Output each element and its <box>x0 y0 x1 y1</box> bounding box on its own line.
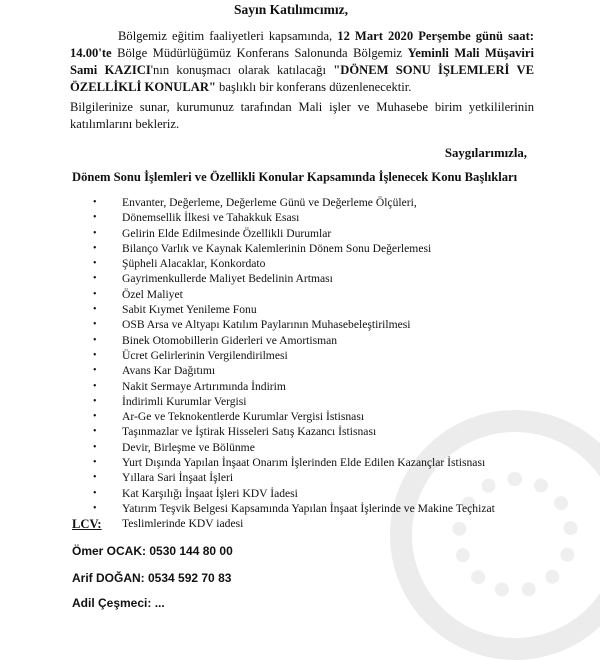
list-item: • Özel Maliyet <box>93 287 513 302</box>
list-item: • Kat Karşılığı İnşaat İşleri KDV İadesi <box>93 486 513 501</box>
contact-line: Adil Çeşmeci: ... <box>72 596 165 610</box>
list-item: • Bilanço Varlık ve Kaynak Kalemlerinin Dönem Sonu Değerlemesi <box>93 241 513 256</box>
p1-date-time: 12 Mart 2020 Perşembe günü saat: 14.00'te <box>70 29 534 60</box>
p1-text-2: Bölge Müdürlüğümüz Konferans Salonunda Bölgemiz <box>111 46 408 60</box>
salutation: Sayın Katılımcımız, <box>234 2 348 17</box>
list-item: • Nakit Sermaye Artırımında İndirim <box>93 379 513 394</box>
list-item: • Binek Otomobillerin Giderleri ve Amortisman <box>93 333 513 348</box>
list-item: • Devir, Birleşme ve Bölünme <box>93 440 513 455</box>
p1-speaker: Yeminli Mali Müşaviri Sami KAZICI <box>70 46 535 77</box>
topics-title: Dönem Sonu İşlemleri ve Özellikli Konular Kapsamında İşlenecek Konu Başlıkları <box>72 170 518 184</box>
invitation-paragraph <box>70 28 534 96</box>
p1-text-3: 'nın konuşmacı olarak katılacağı <box>150 63 334 77</box>
list-item: • Dönemsellik İlkesi ve Tahakkuk Esası <box>93 210 513 225</box>
p1-conference-title: "DÖNEM SONU İŞLEMLERİ VE ÖZELLİKLİ KONULAR" <box>70 63 534 94</box>
p1-text-4: başlıklı bir konferans düzenlenecektir. <box>215 80 412 94</box>
list-item: • Avans Kar Dağıtımı <box>93 363 513 378</box>
list-item: • Gelirin Elde Edilmesinde Özellikli Durumlar <box>93 226 513 241</box>
list-item: • OSB Arsa ve Altyapı Katılım Paylarının Muhasebeleştirilmesi <box>93 317 513 332</box>
list-item: • Yatırım Teşvik Belgesi Kapsamında Yapılan İnşaat İşlerinde ve Makine Teçhizat Teslimlerinde KDV iadesi <box>93 501 513 532</box>
list-item: • Sabit Kıymet Yenileme Fonu <box>93 302 513 317</box>
request-paragraph: Bilgilerinize sunar, kurumunuz tarafından Mali işler ve Muhasebe birim yetkililerinin katılımlarını bekleriz. <box>70 100 534 131</box>
list-item: • Ar-Ge ve Teknokentlerde Kurumlar Vergisi İstisnası <box>93 409 513 424</box>
p1-text-1: Bölgemiz eğitim faaliyetleri kapsamında, <box>118 29 338 43</box>
list-item: • Envanter, Değerleme, Değerleme Günü ve Değerleme Ölçüleri, <box>93 195 513 210</box>
lcv-label: LCV: <box>72 517 102 531</box>
list-item: • Yurt Dışında Yapılan İnşaat Onarım İşlerinden Elde Edilen Kazançlar İstisnası <box>93 455 513 470</box>
list-item: • Ücret Gelirlerinin Vergilendirilmesi <box>93 348 513 363</box>
list-item: • İndirimli Kurumlar Vergisi <box>93 394 513 409</box>
list-item: • Şüpheli Alacaklar, Konkordato <box>93 256 513 271</box>
contact-line: Arif DOĞAN: 0534 592 70 83 <box>72 571 232 585</box>
list-item: • Yıllara Sari İnşaat İşleri <box>93 470 513 485</box>
topics-list <box>93 195 513 532</box>
list-item: • Taşınmazlar ve İştirak Hisseleri Satış Kazancı İstisnası <box>93 424 513 439</box>
closing-line: Saygılarımızla, <box>444 146 527 160</box>
list-item: • Gayrimenkullerde Maliyet Bedelinin Artması <box>93 271 513 286</box>
contact-line: Ömer OCAK: 0530 144 80 00 <box>72 544 233 558</box>
